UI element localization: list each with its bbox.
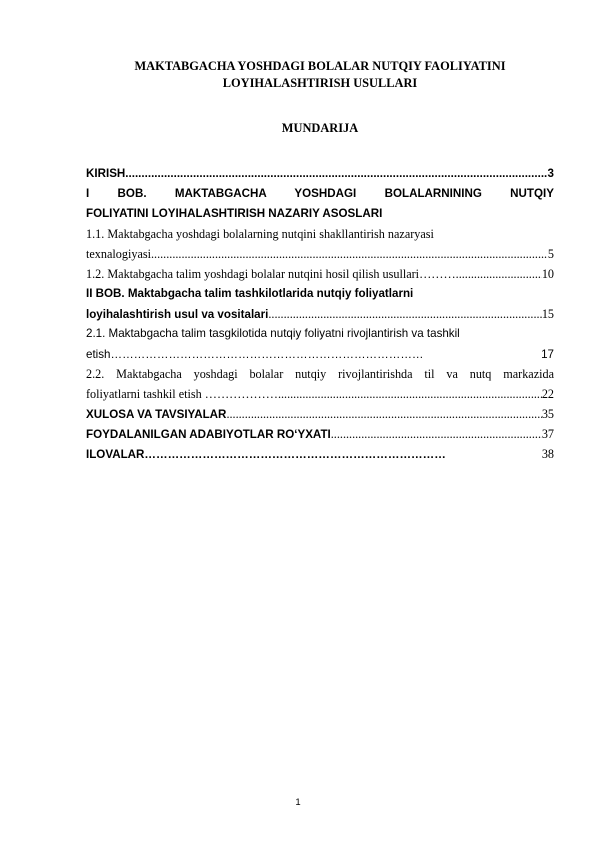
toc-section-1-1-line1[interactable]: 1.1. Maktabgacha yoshdagi bolalarning nutqini shakllantirish nazaryasi xyxy=(86,227,434,241)
title-line-2: LOYIHALASHTIRISH USULLARI xyxy=(222,76,418,90)
toc-page: 10 xyxy=(541,267,554,281)
toc-page: 17 xyxy=(541,348,554,361)
toc-leader xyxy=(331,424,542,444)
toc-label: etish……………………………………………………………………… xyxy=(86,348,424,361)
contents-heading: MUNDARIJA xyxy=(281,121,359,135)
toc-entry-kirish[interactable] xyxy=(86,164,554,184)
title-line-1: MAKTABGACHA YOSHDAGI BOLALAR NUTQIY FAOLIYATINI xyxy=(134,59,506,73)
toc-section-1-1-line2[interactable] xyxy=(86,244,554,264)
toc-chapter1-line2[interactable]: FOLIYATINI LOYIHALASHTIRISH NAZARIY ASOSLARI xyxy=(86,207,383,220)
toc-leader xyxy=(456,264,542,284)
toc-entry-adabiyotlar[interactable] xyxy=(86,424,554,444)
toc-chapter2-line1[interactable]: II BOB. Maktabgacha talim tashkilotlarida nutqiy foliyatlarni xyxy=(86,287,414,300)
toc-label: loyihalashtirish usul va vositalari xyxy=(86,308,269,321)
toc-entry-xulosa[interactable] xyxy=(86,404,554,424)
toc-section-2-1-line1[interactable]: 2.1. Maktabgacha talim tasgkilotida nutqiy foliyatni rivojlantirish va tashkil xyxy=(86,327,460,340)
toc-leader xyxy=(268,304,541,324)
toc-page: 15 xyxy=(541,307,554,321)
toc-page: 38 xyxy=(541,447,554,461)
toc-label: XULOSA VA TAVSIYALAR xyxy=(86,408,227,421)
toc-page: 37 xyxy=(541,427,554,441)
document-title xyxy=(86,58,554,92)
toc-entry-ilovalar[interactable] xyxy=(86,444,554,464)
page-number: 1 xyxy=(295,797,301,808)
toc-leader xyxy=(151,244,548,264)
table-of-contents xyxy=(86,164,554,464)
toc-label: FOYDALANILGAN ADABIYOTLAR RO‘YXATI xyxy=(86,428,331,441)
toc-section-2-2-line1[interactable]: 2.2. Maktabgacha yoshdagi bolalar nutqiy rivojlantirishda til va nutq markazida xyxy=(86,367,554,381)
toc-chapter1-line1[interactable]: I BOB. MAKTABGACHA YOSHDAGI BOLALARNINING NUTQIY xyxy=(86,187,554,200)
toc-page: 22 xyxy=(541,387,554,401)
toc-leader xyxy=(278,384,542,404)
toc-section-2-1-line2[interactable] xyxy=(86,344,554,364)
toc-page: 5 xyxy=(547,247,554,261)
toc-leader xyxy=(226,404,541,424)
toc-label: texnalogiyasi xyxy=(86,247,151,261)
toc-label: KIRISH xyxy=(86,167,126,180)
toc-label: foliyatlarni tashkil etish ……………… xyxy=(86,387,278,401)
toc-page: 3 xyxy=(547,167,554,180)
toc-leader xyxy=(125,164,547,184)
toc-label: ILOVALAR…………………………………………………………………… xyxy=(86,448,446,461)
toc-section-1-2[interactable] xyxy=(86,264,554,284)
toc-page: 35 xyxy=(541,407,554,421)
toc-section-2-2-line2[interactable] xyxy=(86,384,554,404)
toc-chapter2-line2[interactable] xyxy=(86,304,554,324)
toc-label: 1.2. Maktabgacha talim yoshdagi bolalar nutqini hosil qilish usullari……… xyxy=(86,267,456,281)
